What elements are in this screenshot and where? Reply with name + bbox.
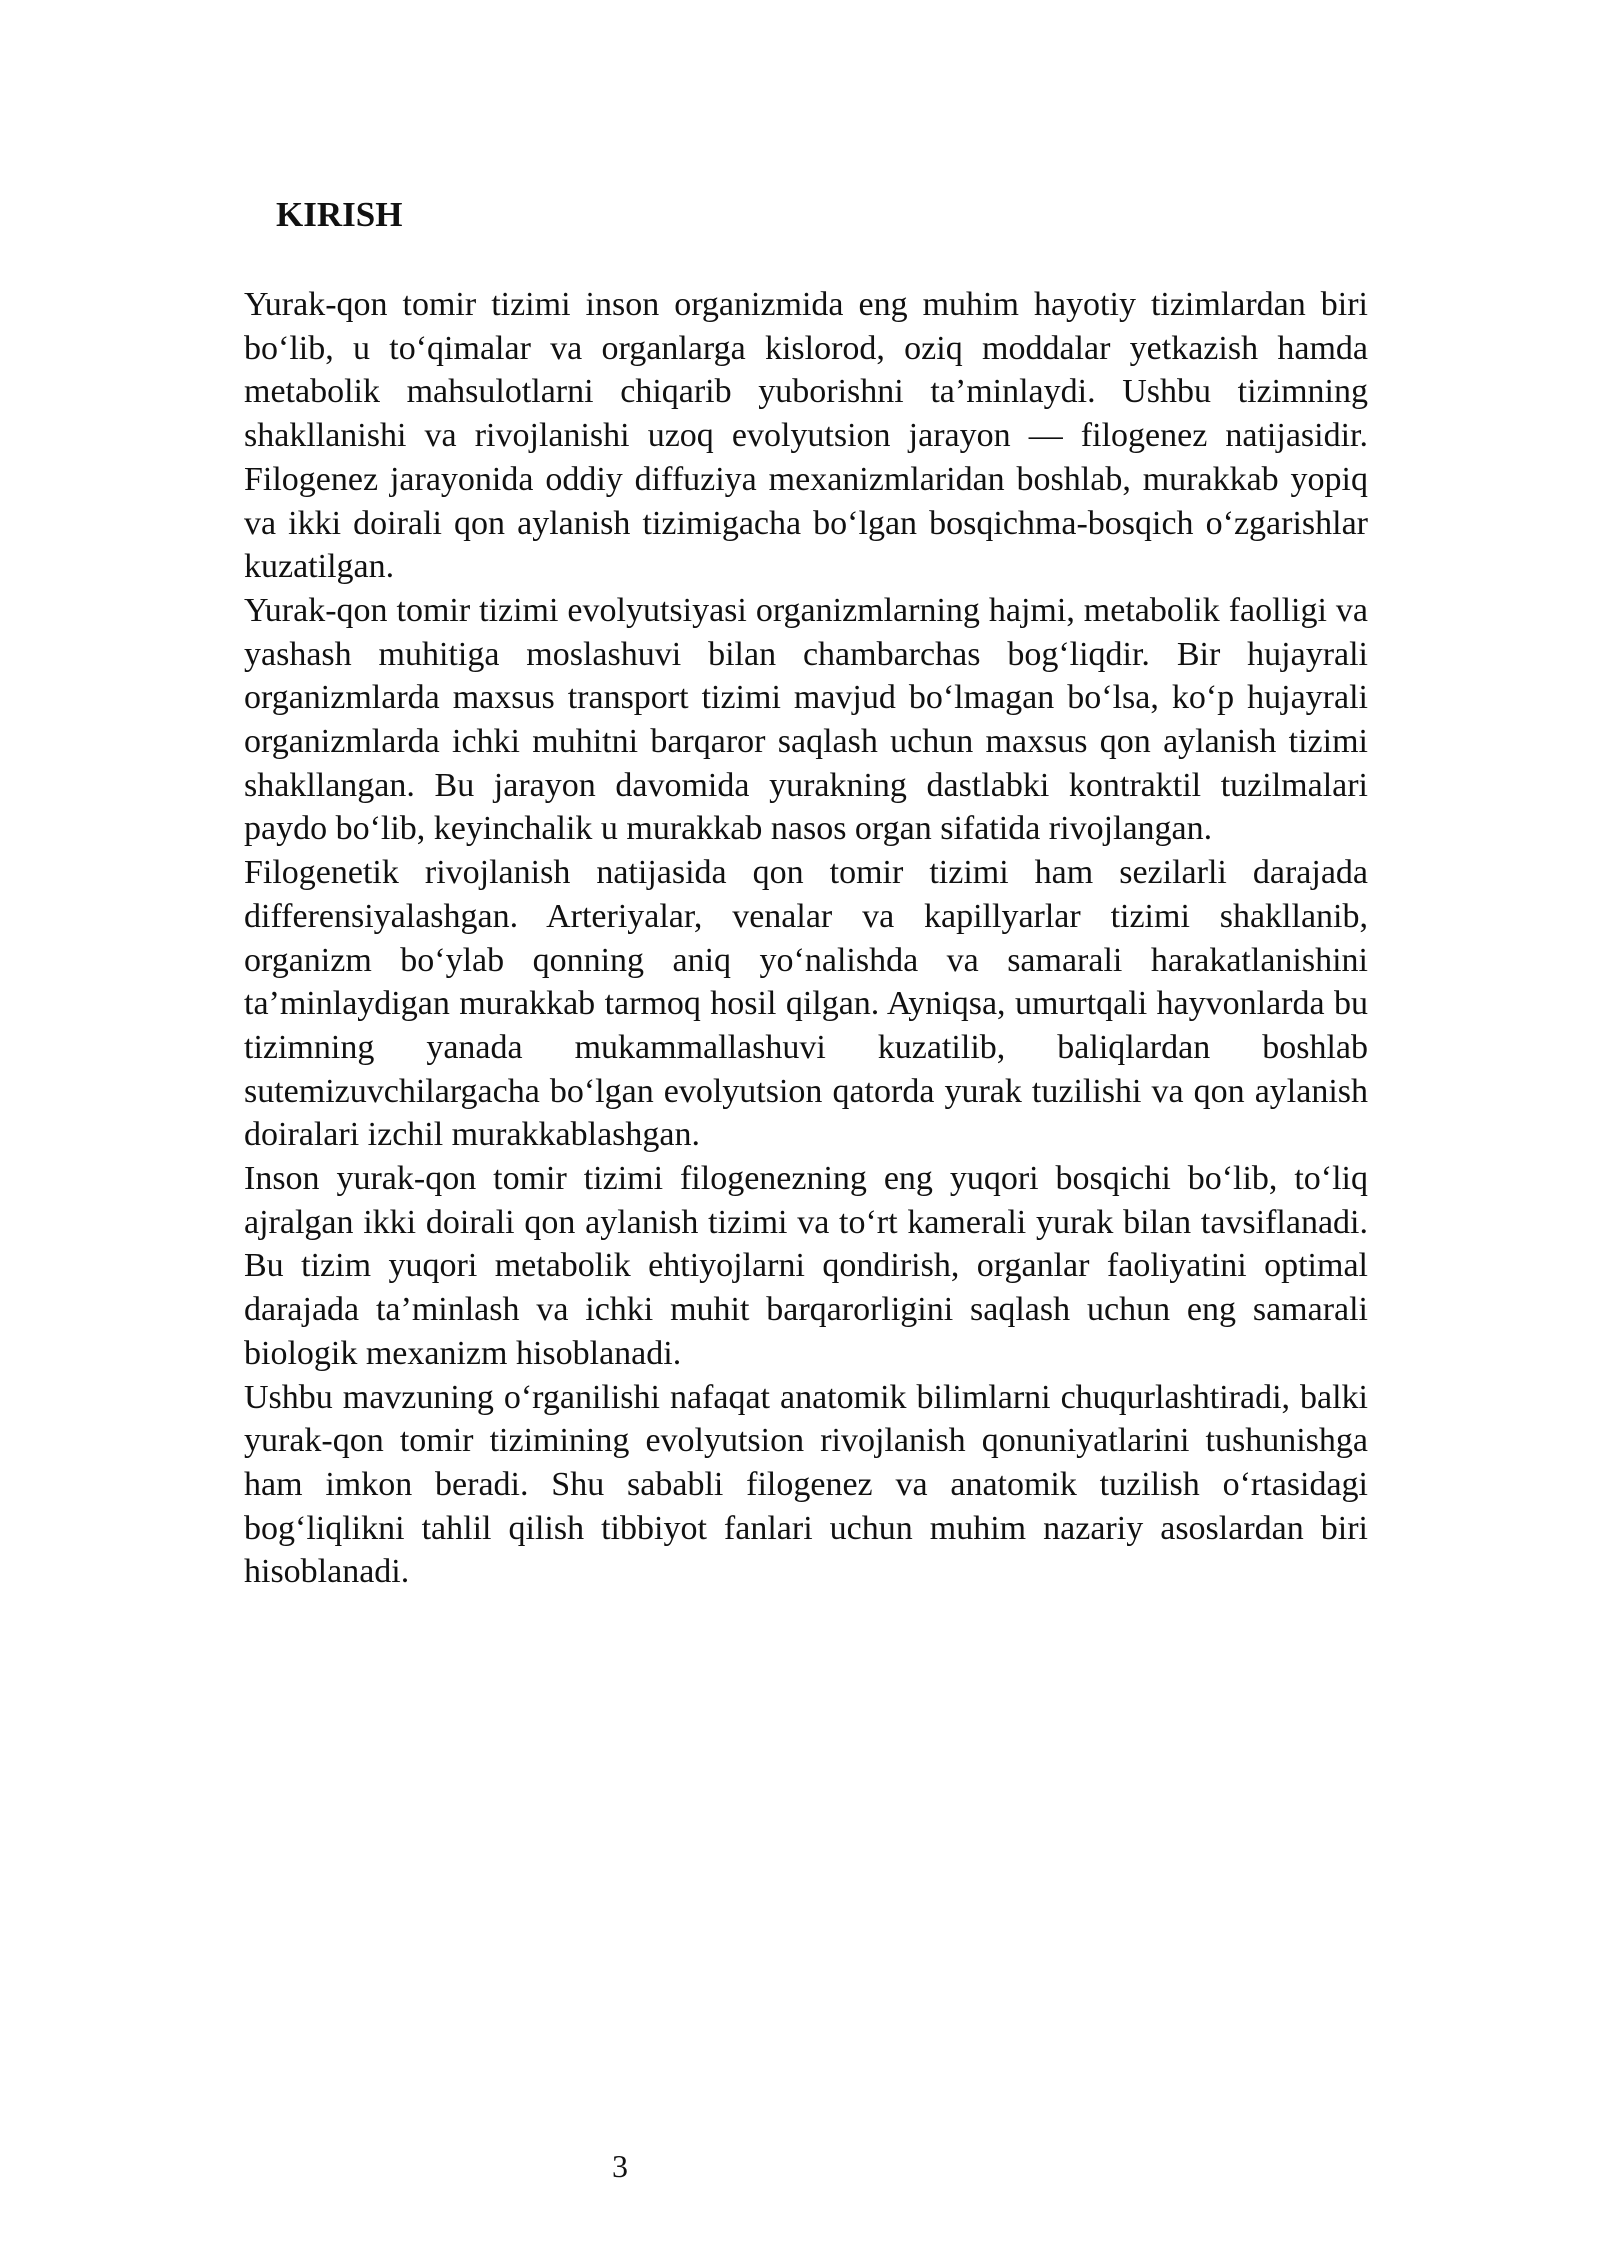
body-text — [244, 283, 1368, 1594]
page-number: 3 — [612, 2148, 628, 2184]
paragraph-5: Ushbu mavzuning o‘rganilishi nafaqat anatomik bilimlarni chuqurlashtiradi, balki yurak-qon tomir tizimining evolyutsion rivojlanish qonuniyatlarini tushunishga ham imkon beradi. Shu sababli filogenez va anatomik tuzilish o‘rtasidagi bog‘liqlikni tahlil qilish tibbiyot fanlari uchun muhim nazariy asoslardan biri hisoblanadi. — [244, 1378, 1368, 1591]
paragraph-2: Yurak-qon tomir tizimi evolyutsiyasi organizmlarning hajmi, metabolik faolligi va yashash muhitiga moslashuvi bilan chambarchas bog‘liqdir. Bir hujayrali organizmlarda maxsus transport tizimi mavjud bo‘lmagan bo‘lsa, ko‘p hujayrali organizmlarda ichki muhitni barqaror saqlash uchun maxsus qon aylanish tizimi shakllangan. Bu jarayon davomida yurakning dastlabki kontraktil tuzilmalari paydo bo‘lib, keyinchalik u murakkab nasos organ sifatida rivojlangan. — [244, 591, 1368, 848]
section-heading: KIRISH — [276, 195, 403, 234]
paragraph-1: Yurak-qon tomir tizimi inson organizmida eng muhim hayotiy tizimlardan biri bo‘lib, u to‘qimalar va organlarga kislorod, oziq moddalar yetkazish hamda metabolik mahsulotlarni chiqarib yuborishni ta’minlaydi. Ushbu tizimning shakllanishi va rivojlanishi uzoq evolyutsion jarayon — filogenez natijasidir. Filogenez jarayonida oddiy diffuziya mexanizmlaridan boshlab, murakkab yopiq va ikki doirali qon aylanish tizimigacha bo‘lgan bosqichma-bosqich o‘zgarishlar kuzatilgan. — [244, 286, 1368, 586]
paragraph-4: Inson yurak-qon tomir tizimi filogenezning eng yuqori bosqichi bo‘lib, to‘liq ajralgan ikki doirali qon aylanish tizimi va to‘rt kamerali yurak bilan tavsiflanadi. Bu tizim yuqori metabolik ehtiyojlarni qondirish, organlar faoliyatini optimal darajada ta’minlash va ichki muhit barqarorligini saqlash uchun eng samarali biologik mexanizm hisoblanadi. — [244, 1160, 1368, 1372]
paragraph-3: Filogenetik rivojlanish natijasida qon tomir tizimi ham sezilarli darajada differensiyalashgan. Arteriyalar, venalar va kapillyarlar tizimi shakllanib, organizm bo‘ylab qonning aniq yo‘nalishda va samarali harakatlanishini ta’minlaydigan murakkab tarmoq hosil qilgan. Ayniqsa, umurtqali hayvonlarda bu tizimning yanada mukammallashuvi kuzatilib, baliqlardan boshlab sutemizuvchilargacha bo‘lgan evolyutsion qatorda yurak tuzilishi va qon aylanish doiralari izchil murakkablashgan. — [244, 854, 1368, 1154]
